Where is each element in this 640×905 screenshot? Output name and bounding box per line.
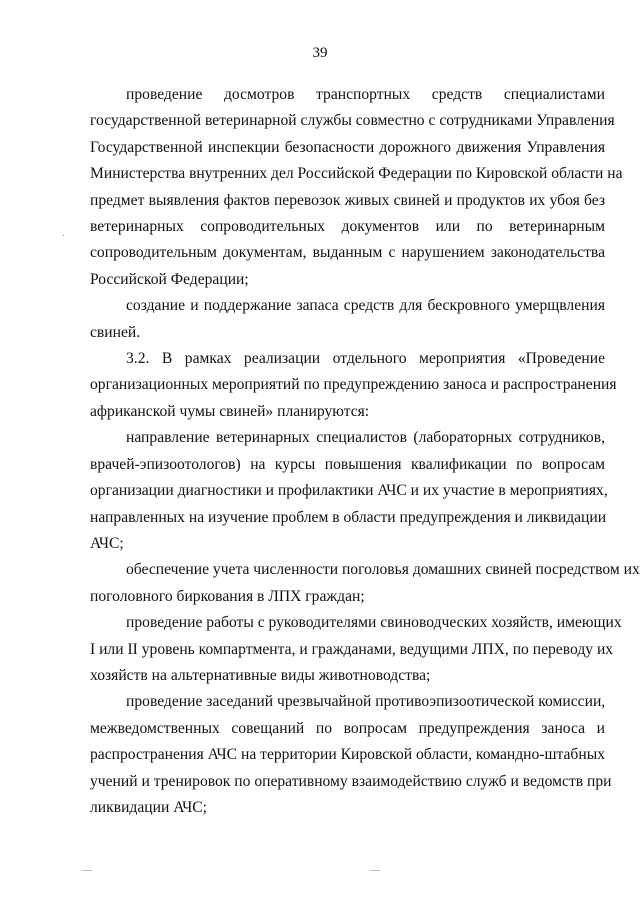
scan-speck: — <box>370 865 380 876</box>
text-line: Министерства внутренних дел Российской Федерации по Кировской области на <box>90 165 623 183</box>
text-line: распространения АЧС на территории Кировской области, командно-штабных <box>90 746 605 764</box>
scan-speck: — <box>82 865 92 876</box>
text-line: свиней. <box>90 323 141 341</box>
scan-speck: · <box>62 231 66 242</box>
text-line: I или II уровень компартмента, и гражданами, ведущими ЛПХ, по переводу их <box>90 640 614 658</box>
text-line: хозяйств на альтернативные виды животноводства; <box>90 666 431 684</box>
text-line: предмет выявления фактов перевозок живых свиней и продуктов их убоя без <box>90 191 605 209</box>
page-number: 39 <box>312 45 328 61</box>
text-line: межведомственных совещаний по вопросам предупреждения заноса и <box>90 719 605 737</box>
text-line: государственной ветеринарной службы совместно с сотрудниками Управления <box>90 112 615 130</box>
text-line: врачей-эпизоотологов) на курсы повышения квалификации по вопросам <box>90 455 605 473</box>
text-line: Государственной инспекции безопасности дорожного движения Управления <box>90 138 605 156</box>
text-line: направленных на изучение проблем в области предупреждения и ликвидации <box>90 508 607 526</box>
text-line: 3.2. В рамках реализации отдельного мероприятия «Проведение <box>126 350 605 368</box>
text-line: проведение заседаний чрезвычайной противоэпизоотической комиссии, <box>126 693 606 711</box>
text-line: ликвидации АЧС; <box>90 798 207 816</box>
text-line: создание и поддержание запаса средств для бескровного умерщвления <box>126 297 605 315</box>
text-line: АЧС; <box>90 534 124 552</box>
text-line: организации диагностики и профилактики АЧС и их участие в мероприятиях, <box>90 482 608 500</box>
text-line: африканской чумы свиней» планируются: <box>90 402 370 420</box>
text-line: обеспечение учета численности поголовья домашних свиней посредством их <box>126 561 640 579</box>
text-line: ветеринарных сопроводительных документов или по ветеринарным <box>90 218 605 236</box>
text-line: поголовного биркования в ЛПХ граждан; <box>90 587 365 605</box>
text-line: направление ветеринарных специалистов (лабораторных сотрудников, <box>126 429 605 447</box>
text-line: проведение досмотров транспортных средств специалистами <box>126 86 605 103</box>
text-line: проведение работы с руководителями свиноводческих хозяйств, имеющих <box>126 614 622 632</box>
text-line: организационных мероприятий по предупреждению заноса и распространения <box>90 376 617 394</box>
text-line: сопроводительным документам, выданным с нарушением законодательства <box>90 244 605 262</box>
body-text <box>90 82 640 821</box>
text-line: учений и тренировок по оперативному взаимодействию служб и ведомств при <box>90 772 612 790</box>
text-line: Российской Федерации; <box>90 270 249 288</box>
